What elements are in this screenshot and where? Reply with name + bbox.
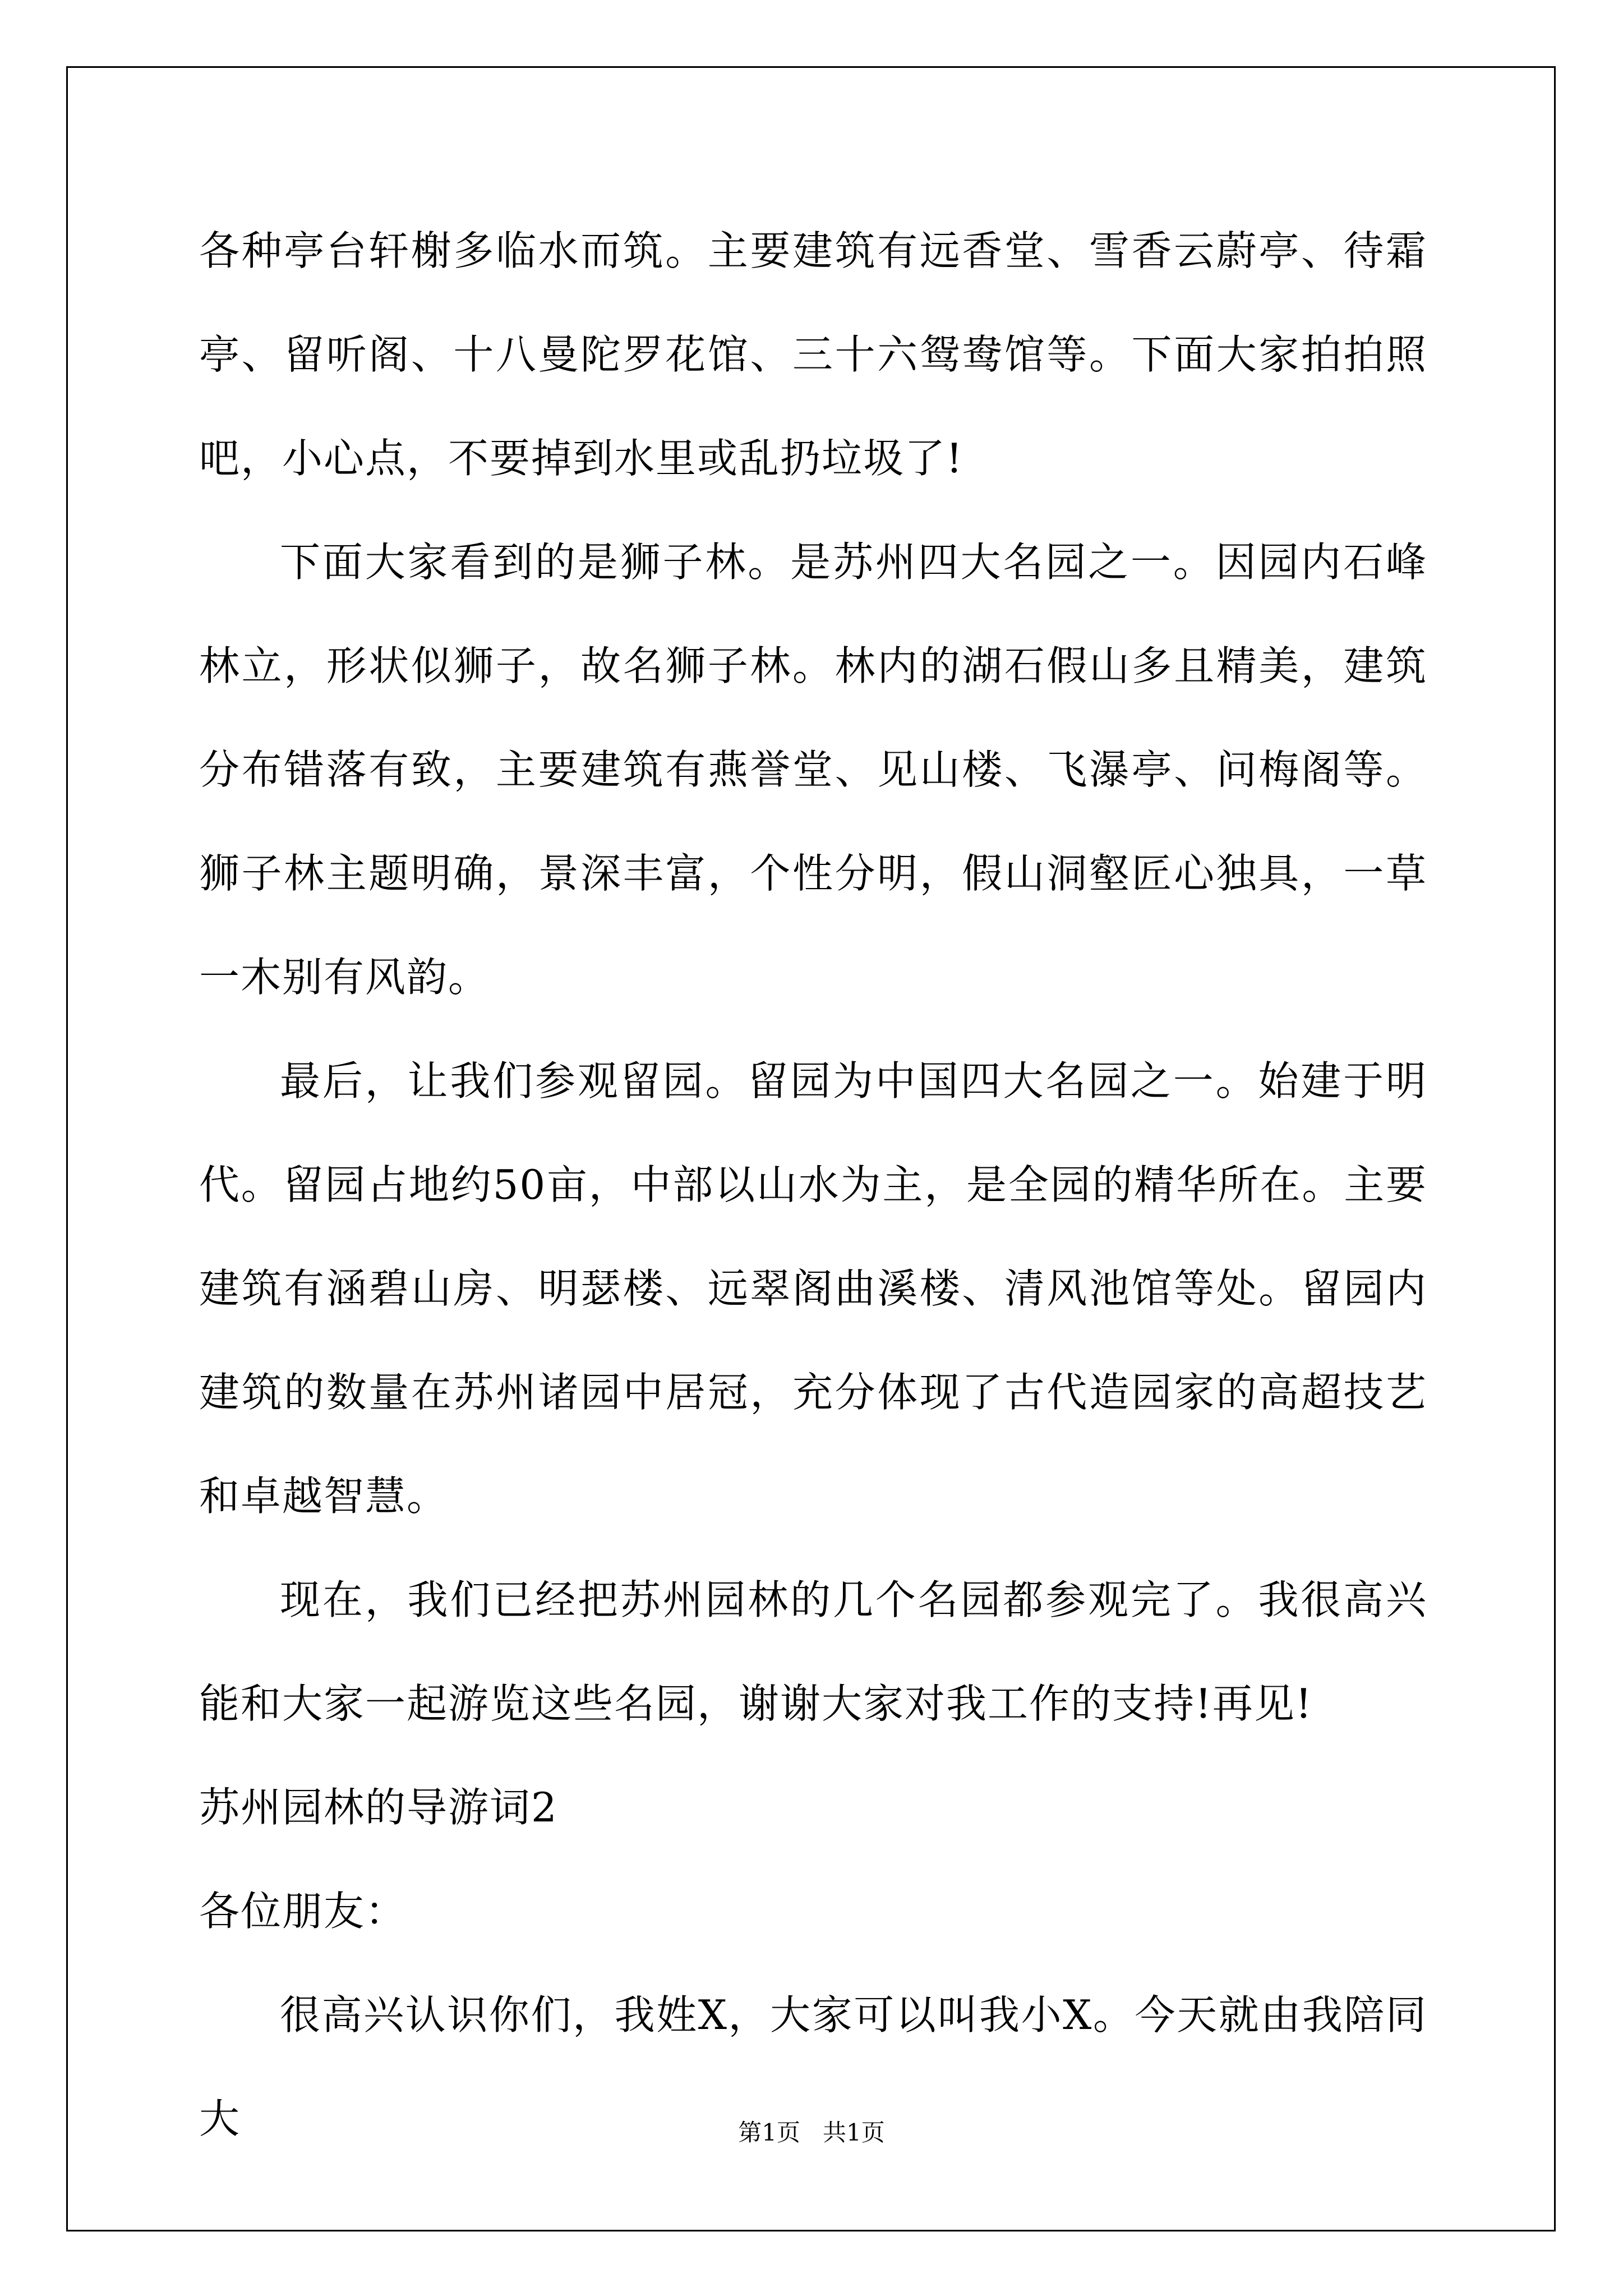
page-footer bbox=[0, 2116, 1623, 2150]
salutation: 各位朋友： bbox=[199, 1888, 407, 1935]
paragraph-lion-grove: 下面大家看到的是狮子林。是苏州四大名园之一。因园内石峰林立，形状似狮子，故名狮子林。林内的湖石假山多且精美，建筑分布错落有致，主要建筑有燕誉堂、见山楼、飞瀑亭、问梅阁等。狮子林主题明确，景深丰富，个性分明，假山洞壑匠心独具，一草一木别有风韵。 bbox=[199, 539, 1427, 1001]
page-total: 共1页 bbox=[823, 2119, 885, 2146]
paragraph-farewell: 现在，我们已经把苏州园林的几个名园都参观完了。我很高兴能和大家一起游览这些名园，谢谢大家对我工作的支持!再见! bbox=[199, 1576, 1427, 1727]
paragraph-introduction: 很高兴认识你们，我姓X，大家可以叫我小X。今天就由我陪同大 bbox=[199, 1991, 1427, 2142]
paragraph-humble-administrator-garden: 各种亭台轩榭多临水而筑。主要建筑有远香堂、雪香云蔚亭、待霜亭、留听阁、十八曼陀罗花馆、三十六鸳鸯馆等。下面大家拍拍照吧，小心点，不要掉到水里或乱扔垃圾了! bbox=[199, 227, 1427, 482]
document-body bbox=[199, 199, 1427, 2171]
paragraph-lingering-garden: 最后，让我们参观留园。留园为中国四大名园之一。始建于明代。留园占地约50亩，中部以山水为主，是全园的精华所在。主要建筑有涵碧山房、明瑟楼、远翠阁曲溪楼、清风池馆等处。留园内建筑的数量在苏州诸园中居冠，充分体现了古代造园家的高超技艺和卓越智慧。 bbox=[199, 1057, 1427, 1520]
page-number: 第1页 bbox=[738, 2119, 800, 2146]
section-heading: 苏州园林的导游词2 bbox=[199, 1784, 558, 1831]
